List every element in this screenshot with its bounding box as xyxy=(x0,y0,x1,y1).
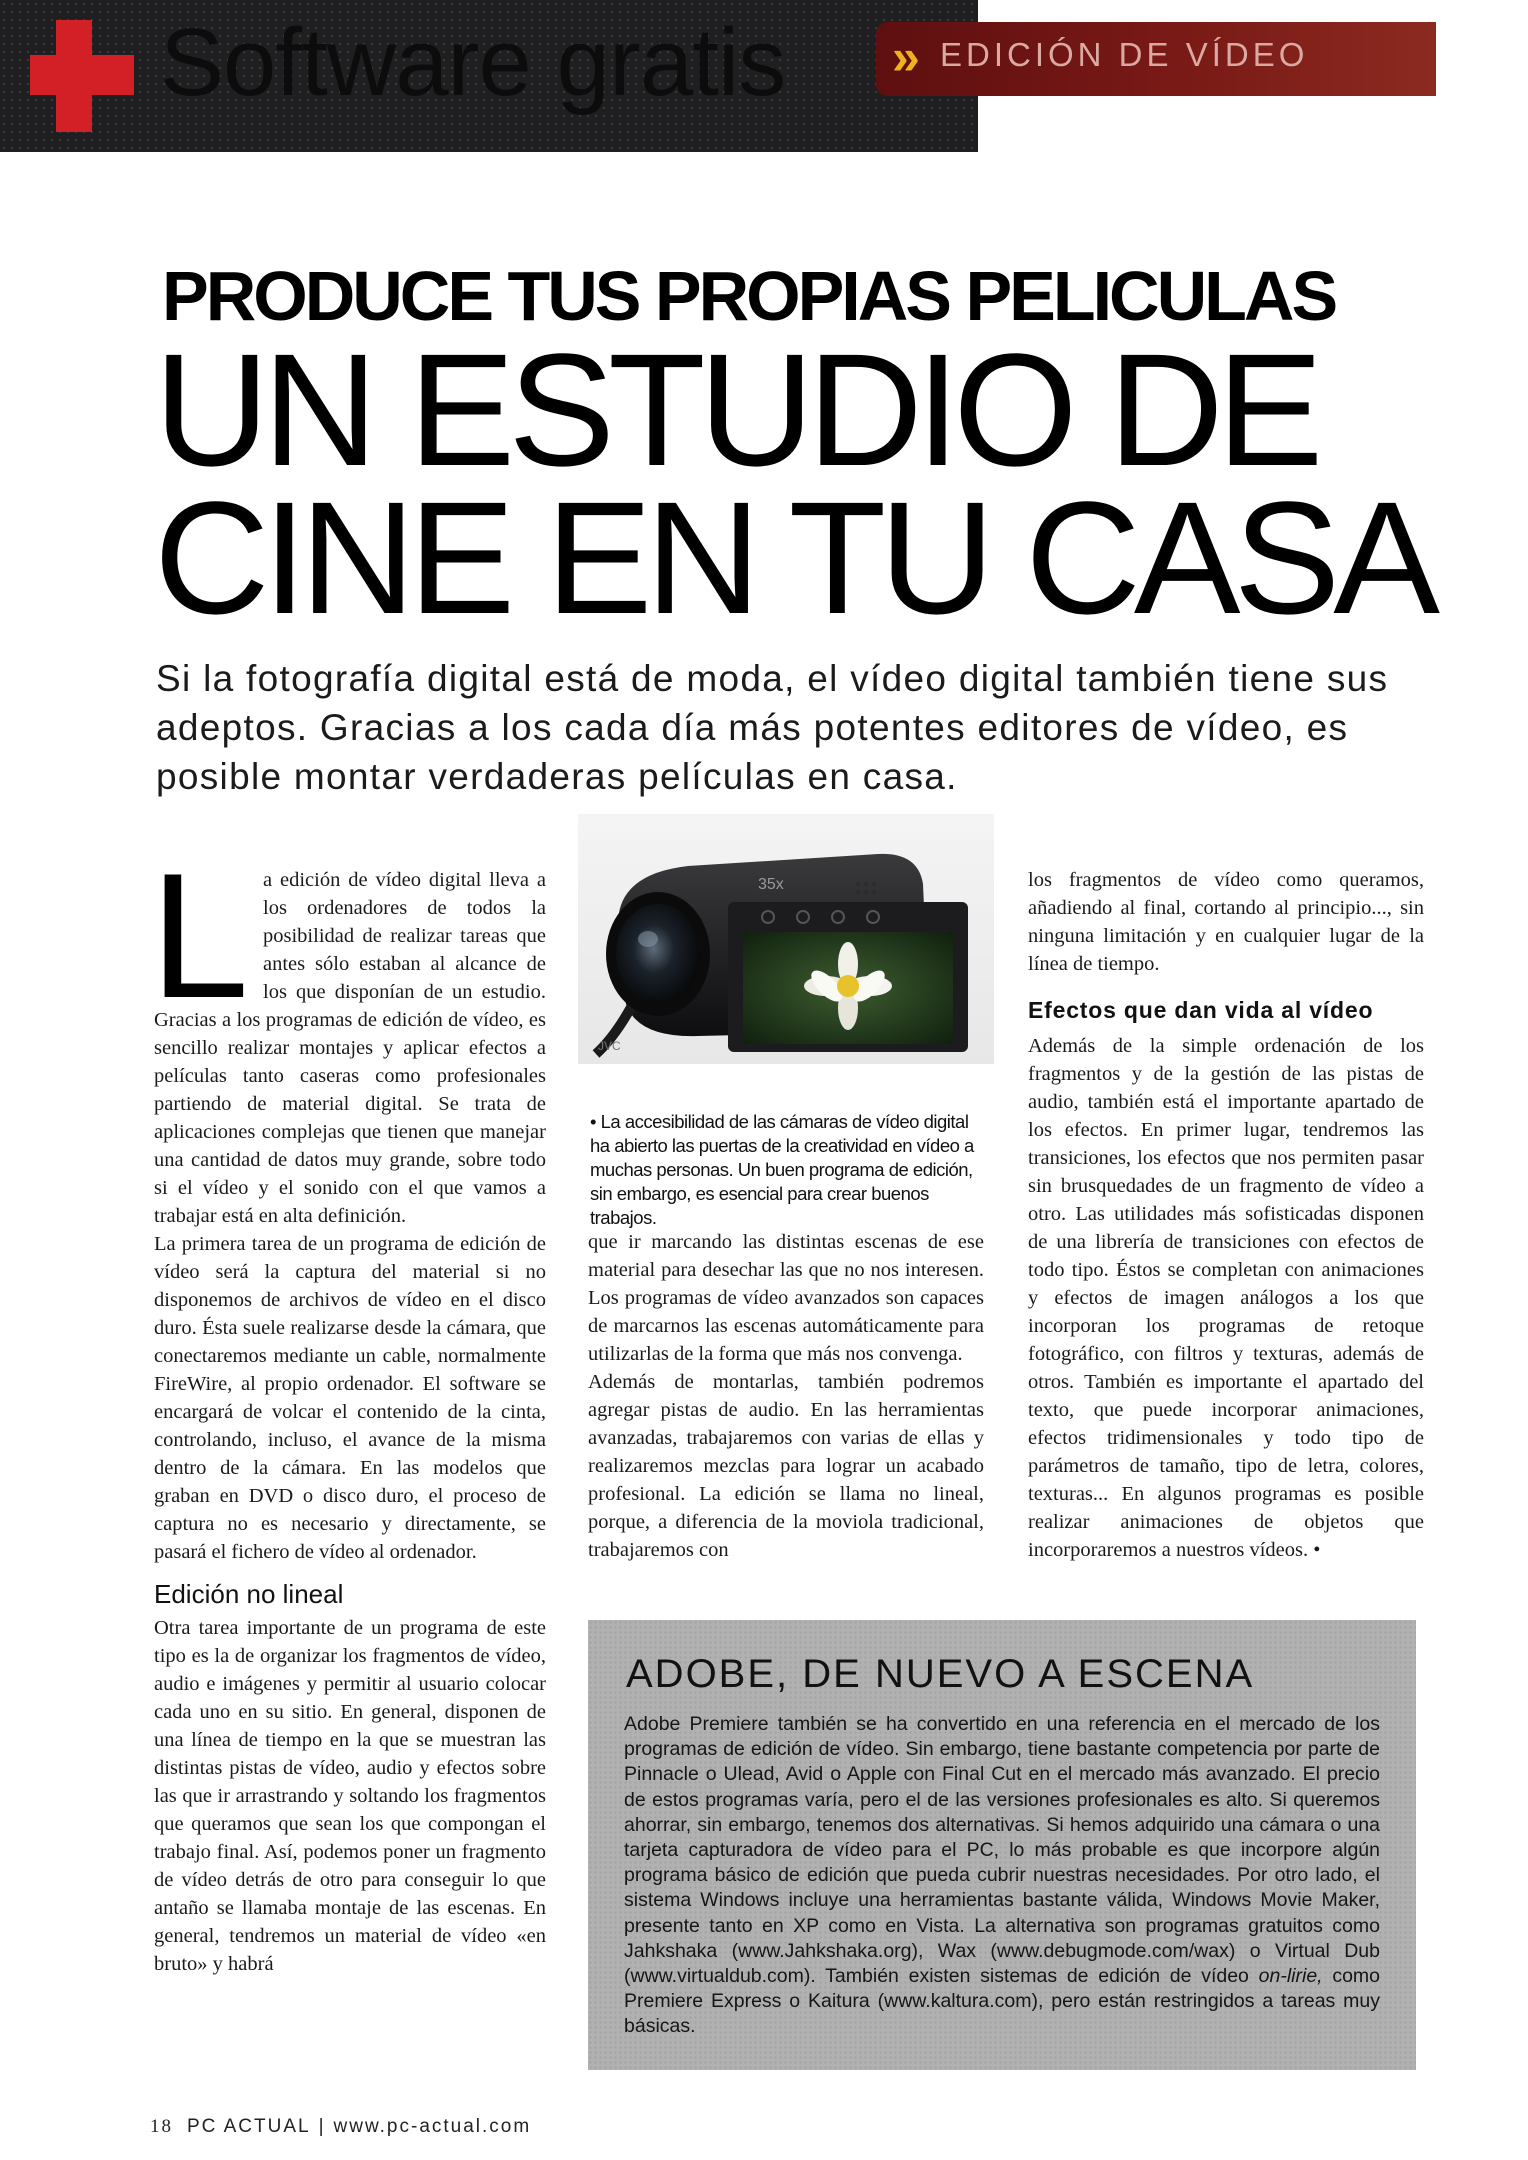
page-number: 18 xyxy=(150,2116,173,2137)
photo-caption: • La accesibilidad de las cámaras de vídeo digital ha abierto las puertas de la creatividad en vídeo a muchas personas. Un buen programa de edición, sin embargo, es esencial para crear buenos trabajos. xyxy=(590,1111,974,1228)
body-column-1 xyxy=(150,836,546,1978)
publication-url: www.pc-actual.com xyxy=(333,2116,532,2137)
paragraph: que ir marcando las distintas escenas de ese material para desechar las que no nos interesen. Los programas de vídeo avanzados son capaces de marcarnos las escenas automáticamente para utilizarlas de la forma que más nos convenga. xyxy=(588,1231,984,1365)
paragraph xyxy=(150,836,546,1230)
sidebar-text-italic: on-lirie, xyxy=(1258,1965,1323,1988)
article-kicker: PRODUCE TUS PROPIAS PELICULAS xyxy=(162,257,1336,335)
subheading: Efectos que dan vida al vídeo xyxy=(1028,997,1374,1023)
sidebar-text: como Premiere Express o Kaitura (www.kaltura.com), pero están restringidos a tareas muy básicas. xyxy=(624,1965,1380,2038)
paragraph: Otra tarea importante de un programa de este tipo es la de organizar los fragmentos de vídeo, audio e imágenes y permitir al usuario colocar cada uno en su sitio. En general, disponen de una línea de tiempo en la que se muestran las distintas pistas de vídeo, audio y efectos sobre las que ir arrastrando y soltando los fragmentos que queramos que sean los que compongan el trabajo final. Así, podemos poner un fragmento de vídeo detrás de otro para conseguir lo que antaño se llamaba montaje de las escenas. En general, tendremos un material de vídeo «en bruto» y habrá xyxy=(154,1617,546,1975)
footer-separator: | xyxy=(318,2116,326,2137)
paragraph: Además de la simple ordenación de los fragmentos y de la gestión de las pistas de audio, también está el importante apartado de los efectos. En primer lugar, tendremos las transiciones, los efectos que nos permiten pasar sin brusquedades de un fragmento de vídeo a otro. Las utilidades más sofisticadas disponen de una librería de transiciones con efectos de todo tipo. Éstos se completan con animaciones y efectos de imagen análogos a los que incorporan los programas de retoque fotográfico, con filtros y texturas, además de otros. También es importante el apartado del texto, que puede incorporar animaciones, efectos tridimensionales y todo tipo de parámetros de tamaño, tipo de letra, colores, texturas... En algunos programas es posible realizar animaciones de objetos que incorporaremos a nuestros vídeos. • xyxy=(1028,1035,1424,1561)
section-title: Software gratis xyxy=(160,9,786,116)
paragraph: Además de montarlas, también podremos agregar pistas de audio. En las herramientas avanzadas, trabajaremos con varias de ellas y realizaremos mezclas para lograr un acabado profesional. La edición se llama no lineal, porque, a diferencia de la moviola tradicional, trabajaremos con xyxy=(588,1371,984,1561)
headline-line: CINE EN TU CASA xyxy=(154,468,1433,647)
article-dek: Si la fotografía digital está de moda, el vídeo digital también tiene sus adeptos. Gracias a los cada día más potentes editores de vídeo, es posible montar verdaderas películas en casa. xyxy=(156,658,1389,797)
double-chevron-icon: » xyxy=(892,29,912,85)
publication-name: PC ACTUAL xyxy=(187,2116,311,2137)
headline-line: UN ESTUDIO DE xyxy=(154,320,1317,499)
body-column-2 xyxy=(588,1228,984,1564)
body-column-3 xyxy=(1028,866,1424,1564)
subheading: Edición no lineal xyxy=(154,1579,344,1609)
drop-cap: L xyxy=(150,836,249,1035)
sidebar-body xyxy=(624,1712,1380,2040)
page-footer xyxy=(150,2116,531,2138)
camera-badge: 35x xyxy=(758,876,784,893)
paragraph: La primera tarea de un programa de edición de vídeo será la captura del material si no disponemos de archivos de vídeo en el disco duro. Ésta suele realizarse desde la cámara, que conectaremos mediante un cable, normalmente FireWire, al propio ordenador. El software se encargará de volcar el contenido de la cinta, controlando, incluso, el avance de la misma dentro de la cámara. En las modelos que graban en DVD o disco duro, el proceso de captura no es necesario y directamente, se pasará el fichero de vídeo al ordenador. xyxy=(154,1233,546,1563)
plus-icon-bar xyxy=(30,55,134,95)
article-headline xyxy=(154,320,1433,647)
sidebar-text: Adobe Premiere también se ha convertido en una referencia en el mercado de los programas de edición de vídeo. Sin embargo, tiene bastante competencia por parte de Pinnacle o Ulead, Avid o Apple con Final Cut en el mercado más avanzado. El precio de estos programas varía, pero el de las versiones profesionales es alto. Si queremos ahorrar, sin embargo, tenemos dos alternativas. Si hemos adquirido una cámara o una tarjeta capturadora de vídeo para el PC, lo más probable es que incorpore algún programa básico de edición que pueda cubrir nuestras necesidades. Por otro lado, el sistema Windows incluye una herramientas bastante válida, Windows Movie Maker, presente tanto en XP como en Vista. La alternativa son programas gratuitos como Jahkshaka (www.Jahkshaka.org), Wax (www.debugmode.com/wax) o Virtual Dub (www.virtualdub.com). También existen sistemas de edición de vídeo xyxy=(624,1713,1380,1988)
section-category: EDICIÓN DE VÍDEO xyxy=(940,36,1309,73)
camcorder-photo xyxy=(578,814,994,1064)
brand-mark: JVC xyxy=(598,1039,621,1053)
paragraph: los fragmentos de vídeo como queramos, añadiendo al final, cortando al principio..., sin ninguna limitación y en cualquier lugar de la línea de tiempo. xyxy=(1028,869,1424,975)
paragraph-text: a edición de vídeo digital lleva a los ordenadores de todos la posibilidad de realizar tareas que antes sólo estaban al alcance de los que disponían de un estudio. Gracias a los programas de edición de vídeo, es sencillo realizar montajes y aplicar efectos a películas tanto caseras como profesionales partiendo de material digital. Se trata de aplicaciones complejas que tienen que manejar una cantidad de datos muy grande, sobre todo si el vídeo y el sonido con el que vamos a trabajar está en alta definición. xyxy=(154,869,546,1227)
sidebar-title: ADOBE, DE NUEVO A ESCENA xyxy=(626,1652,1255,1696)
camcorder-with-flower-screen-icon xyxy=(578,814,994,1064)
